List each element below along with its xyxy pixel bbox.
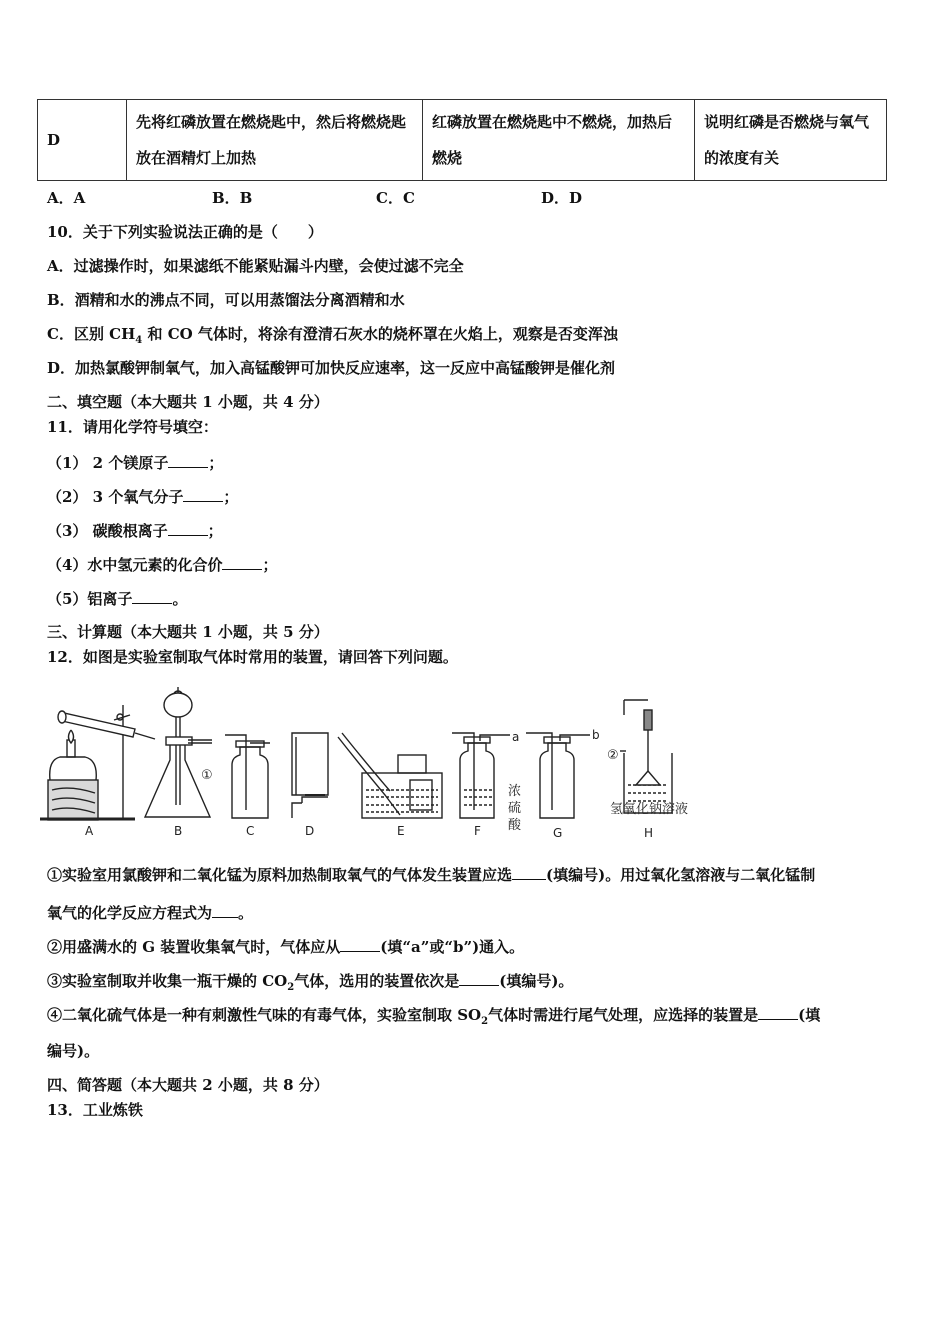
q9-option-d: D．D <box>541 189 583 207</box>
mark-1: ① <box>201 768 213 783</box>
row-operation: 先将红磷放置在燃烧匙中，然后将燃烧匙放在酒精灯上加热 <box>127 100 423 181</box>
f-liquid-3: 酸 <box>508 818 522 833</box>
row-phenomenon: 红磷放置在燃烧匙中不燃烧，加热后燃烧 <box>423 100 695 181</box>
q9-option-b: B．B <box>212 189 253 207</box>
port-b: b <box>592 728 600 742</box>
label-b: B <box>174 824 183 838</box>
q11-item-1: （1） 2 个镁原子 ； <box>47 454 224 472</box>
h-solution-label: 氢氧化钠溶液 <box>610 802 689 817</box>
port-a: a <box>512 730 520 744</box>
answer-blank[interactable] <box>168 453 208 468</box>
apparatus-h <box>620 700 672 813</box>
answer-blank[interactable] <box>132 589 172 604</box>
q11-item-4: （4）水中氢元素的化合价 ； <box>47 556 278 574</box>
answer-blank[interactable] <box>758 1005 798 1020</box>
q12-sub-2: ②用盛满水的 G 装置收集氧气时，气体应从 (填“a”或“b”)通入。 <box>47 938 525 956</box>
section-3-heading: 三、计算题（本大题共 1 小题，共 5 分） <box>47 623 329 641</box>
f-liquid-1: 浓 <box>508 784 522 799</box>
q12-sub-1-line-1: ①实验室用氯酸钾和二氧化锰为原料加热制取氧气的气体发生装置应选 (填编号)。用过氧化氢溶液与二氧化锰制 <box>47 866 816 884</box>
answer-blank[interactable] <box>212 903 238 918</box>
q12-sub-1-line-2: 氧气的化学反应方程式为 。 <box>47 904 254 922</box>
q13-stem: 13．工业炼铁 <box>47 1101 143 1119</box>
q10-option-a: A．过滤操作时，如果滤纸不能紧贴漏斗内壁，会使过滤不完全 <box>47 257 464 275</box>
section-2-heading: 二、填空题（本大题共 1 小题，共 4 分） <box>47 393 329 411</box>
q10-option-c: C．区别 $CH_4$ 和 CO 气体时，将涂有澄清石灰水的烧杯罩在火焰上，观察是否变浑浊 <box>47 325 618 346</box>
label-d: D <box>305 824 315 838</box>
section-4-heading: 四、简答题（本大题共 2 小题，共 8 分） <box>47 1076 329 1094</box>
answer-blank[interactable] <box>183 487 223 502</box>
q12-sub-4-line-2: 编号)。 <box>47 1042 100 1060</box>
label-e: E <box>397 824 405 838</box>
answer-blank[interactable] <box>168 521 208 536</box>
apparatus-e <box>338 733 442 818</box>
apparatus-b <box>145 687 212 817</box>
mark-2: ② <box>607 748 619 763</box>
apparatus-figure <box>40 685 710 845</box>
q12-sub-4-line-1: ④二氧化硫气体是一种有刺激性气味的有毒气体，实验室制取 $SO_2$气体时需进行尾气处理，应选择的装置是 (填 <box>47 1006 821 1027</box>
f-liquid-2: 硫 <box>508 801 522 816</box>
apparatus-g <box>526 733 590 818</box>
row-conclusion: 说明红磷是否燃烧与氧气的浓度有关 <box>695 100 887 181</box>
label-f: F <box>474 824 481 838</box>
q9-option-a: A．A <box>47 189 86 207</box>
row-letter: D <box>38 100 127 181</box>
q10-option-b: B．酒精和水的沸点不同，可以用蒸馏法分离酒精和水 <box>47 291 405 309</box>
q11-item-3: （3） 碳酸根离子 ； <box>47 522 223 540</box>
q10-stem: 10．关于下列实验说法正确的是（ ） <box>47 223 323 241</box>
label-c: C <box>246 824 255 838</box>
answer-blank[interactable] <box>340 937 380 952</box>
options-table <box>37 99 887 181</box>
answer-blank[interactable] <box>459 971 499 986</box>
label-h: H <box>644 826 654 840</box>
answer-blank[interactable] <box>222 555 262 570</box>
apparatus-a <box>40 705 155 820</box>
q10-option-d: D．加热氯酸钾制氧气，加入高锰酸钾可加快反应速率，这一反应中高锰酸钾是催化剂 <box>47 359 616 377</box>
q11-item-2: （2） 3 个氧气分子 ； <box>47 488 239 506</box>
q12-stem: 12．如图是实验室制取气体时常用的装置，请回答下列问题。 <box>47 648 458 666</box>
q12-sub-3: ③实验室制取并收集一瓶干燥的 $CO_2$气体，选用的装置依次是 (填编号)。 <box>47 972 574 993</box>
label-g: G <box>553 826 563 840</box>
q11-item-5: （5）铝离子 。 <box>47 590 188 608</box>
q11-stem: 11．请用化学符号填空： <box>47 418 218 436</box>
apparatus-d <box>292 733 328 818</box>
apparatus-f <box>452 733 510 818</box>
answer-blank[interactable] <box>512 865 546 880</box>
apparatus-c <box>225 735 270 818</box>
label-a: A <box>85 824 94 838</box>
q9-option-c: C．C <box>376 189 415 207</box>
table-row <box>38 100 887 181</box>
